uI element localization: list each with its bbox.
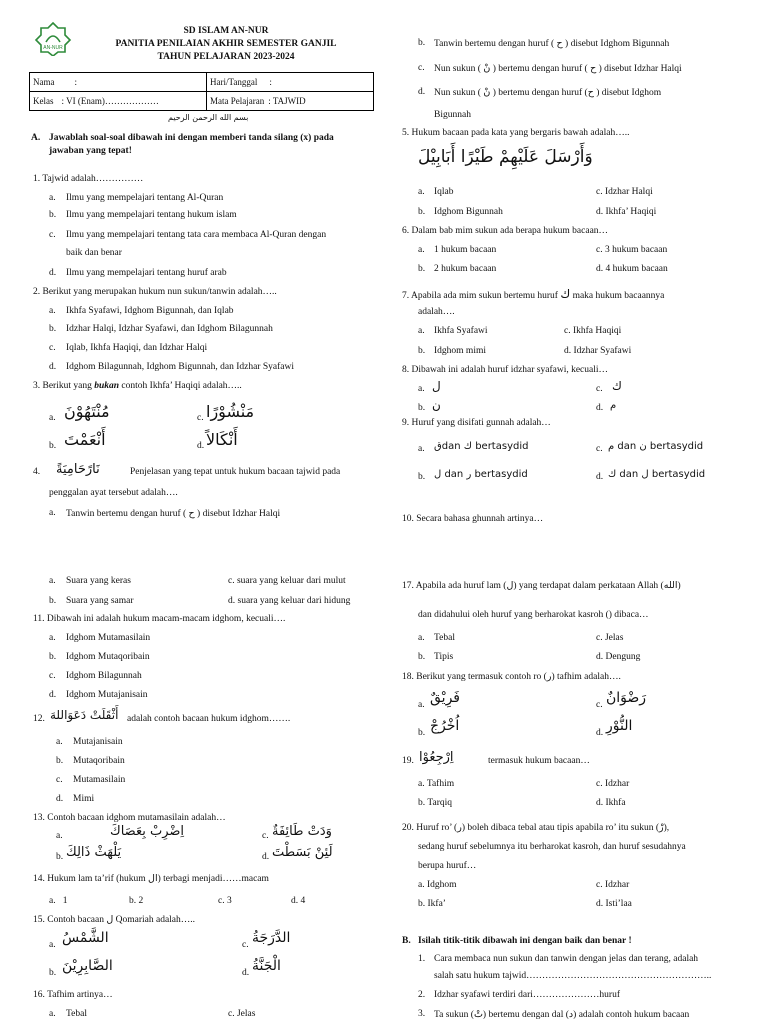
q17-line2: dan didahului oleh huruf yang berharokat kasroh () dibaca… <box>418 610 649 620</box>
q4-option-c: Nun sukun ( نْ ) bertemu dengan huruf ( ح ) disebut Idzhar Halqi <box>434 64 682 74</box>
q17-text <box>402 580 681 591</box>
q7-c-label: c. <box>564 326 571 336</box>
q14-b-label: b. <box>129 896 137 906</box>
q3-d-label: d. <box>197 441 205 451</box>
q3-option-b: أَنْعَمْتَ <box>64 430 106 449</box>
mapel-label: Mata Pelajaran <box>210 96 265 106</box>
q1-option-b: Ilmu yang mempelajari tentang hukum islam <box>66 210 237 220</box>
svg-text:AN-NUR: AN-NUR <box>43 45 63 51</box>
q15-text <box>33 914 195 925</box>
q11-option-d: Idghom Mutajanisain <box>66 690 148 700</box>
q4-arabic: نَارًحَامِيَةً <box>56 462 100 477</box>
q14-b-text: 2 <box>138 896 144 906</box>
q6-a-label: a. <box>418 245 425 255</box>
q12-option-d: Mimi <box>73 794 95 804</box>
section-b-num3: 3. <box>418 1009 426 1019</box>
q9-option-b: ل dan ر bertasydid <box>434 469 528 480</box>
q14-option-c <box>218 896 232 906</box>
q6-c-label: c. <box>596 245 603 255</box>
q5-d-label: d. <box>596 207 604 217</box>
q18-text <box>402 671 621 682</box>
q7-post: maka hukum bacaannya <box>570 291 665 301</box>
q3-emphasis: bukan <box>94 381 120 391</box>
q6-d-label: d. <box>596 264 604 274</box>
q1-b-label: b. <box>49 210 57 220</box>
q2-c-label: c. <box>49 343 56 353</box>
q17-mid: ) yang terdapat dalam perkataan Allah ( <box>513 581 664 591</box>
q14-d-label: d. <box>291 896 299 906</box>
q2-option-c: Iqlab, Ikhfa Haqiqi, dan Idzhar Halqi <box>66 343 208 353</box>
q5-c-label: c. <box>596 187 603 197</box>
q15-post: Qomariah adalah….. <box>113 915 196 925</box>
q3-a-label: a. <box>49 413 56 423</box>
q7-option-b: Idghom mimi <box>434 346 486 356</box>
q10-b-label: b. <box>49 596 57 606</box>
q18-d-label: d. <box>596 728 604 738</box>
q17-post: ) <box>677 581 681 591</box>
q15-option-b: الصَّابِرِيْنَ <box>62 958 113 974</box>
q9-option-a: قdan ك bertasydid <box>434 441 529 452</box>
q7-option-d <box>564 346 631 356</box>
q12-text: adalah contoh bacaan hukum idghom……. <box>127 714 291 724</box>
q20-line2: sedang huruf sebelumnya itu berharokat kasroh, dan huruf sesudahnya <box>418 842 686 852</box>
q7-c-text: Ikhfa Haqiqi <box>572 326 622 336</box>
q8-option-b: ن <box>432 398 441 412</box>
q19-text: termasuk hukum bacaan… <box>488 756 590 766</box>
q18-post: ) tafhim adalah…. <box>551 672 621 682</box>
q16-text: 16. Tafhim artinya… <box>33 990 113 1000</box>
q19-a-text: Tafhim <box>426 779 455 789</box>
q11-option-a: Idghom Mutamasilain <box>66 633 151 643</box>
q13-option-c: وَدَتْ طَائِفَةٌ <box>272 824 332 839</box>
q19-d-text: Ikhfa <box>605 798 626 808</box>
q12-b-label: b. <box>56 756 64 766</box>
q8-c-label: c. <box>596 384 603 394</box>
q18-b-label: b. <box>418 728 426 738</box>
q9-c-label: c. <box>596 444 603 454</box>
q15-c-label: c. <box>242 940 249 950</box>
q14-option-a <box>49 896 67 906</box>
q14-option-d <box>291 896 305 906</box>
q13-option-a: اِضْرِبْ بِعَصَاكَ <box>110 824 185 839</box>
q17-arabic-allah: الله <box>663 580 678 591</box>
q20-mid: ) boleh dibaca tebal atau tipis apabila ro’ itu sukun ( <box>461 823 659 833</box>
q10-c-label: c. <box>228 576 235 586</box>
q17-arabic-lam: ل <box>506 580 514 591</box>
q20-text <box>402 822 669 833</box>
q7-d-label: d. <box>564 346 572 356</box>
q20-pre: 20. Huruf ro’ ( <box>402 823 458 833</box>
q10-option-d <box>228 596 350 606</box>
q3-b-label: b. <box>49 441 57 451</box>
q12-option-c: Mutamasilain <box>73 775 126 785</box>
q10-option-b: Suara yang samar <box>66 596 134 606</box>
q20-b-text: Ikfa’ <box>427 899 446 909</box>
q19-num: 19. <box>402 756 414 766</box>
q13-text: 13. Contoh bacaan idghom mutamasilain adalah… <box>33 813 226 823</box>
q19-option-a <box>418 779 454 789</box>
q16-c-text: Jelas <box>236 1009 256 1019</box>
q13-b-label: b. <box>56 852 64 862</box>
q11-option-c: Idghom Bilagunnah <box>66 671 142 681</box>
q4-b-label: b. <box>418 38 426 48</box>
q10-d-label: d. <box>228 596 236 606</box>
q13-a-label: a. <box>56 831 63 841</box>
q10-option-a: Suara yang keras <box>66 576 131 586</box>
q15-option-c: الدَّرَجَةُ <box>252 930 291 946</box>
q1-a-label: a. <box>49 193 56 203</box>
q15-arabic: ل <box>106 914 114 925</box>
q19-c-text: Idzhar <box>604 779 630 789</box>
q9-option-d: ك dan ل bertasydid <box>608 469 706 480</box>
q9-text: 9. Huruf yang disifati gunnah adalah… <box>402 418 551 428</box>
q14-a-label: a. <box>49 896 56 906</box>
q7-a-label: a. <box>418 326 425 336</box>
q20-a-text: Idghom <box>426 880 457 890</box>
q2-b-label: b. <box>49 324 57 334</box>
section-b-item2: Idzhar syafawi terdiri dari…………………huruf <box>434 990 620 1000</box>
q17-option-b: Tipis <box>434 652 454 662</box>
section-b-item3: Ta sukun (تْ) bertemu dengan dal (د) adalah contoh hukum bacaan <box>434 1010 690 1020</box>
q14-post: ) terbagi menjadi……macam <box>157 874 269 884</box>
section-b-item1-line2: salah satu hukum tajwid………………………………………………….. <box>434 971 712 981</box>
hari-label: Hari/Tanggal <box>210 77 258 87</box>
hari-sep: : <box>269 77 272 87</box>
q17-a-label: a. <box>418 633 425 643</box>
q11-d-label: d. <box>49 690 57 700</box>
q20-option-d <box>596 899 632 909</box>
section-b-num1: 1. <box>418 954 426 964</box>
q1-d-label: d. <box>49 268 57 278</box>
q20-post: ), <box>663 823 670 833</box>
q8-option-a: ل <box>432 379 441 393</box>
q2-d-label: d. <box>49 362 57 372</box>
q4-option-a: Tanwin bertemu dengan huruf ( ح ) disebut Idzhar Halqi <box>66 509 281 519</box>
q7-text <box>402 287 664 301</box>
q6-option-d <box>596 264 668 274</box>
q17-option-c <box>596 633 623 643</box>
q20-d-label: d. <box>596 899 604 909</box>
kelas-label: Kelas <box>33 96 54 106</box>
section-a-line1: Jawablah soal-soal dibawah ini dengan memberi tanda silang (x) pada <box>49 133 334 143</box>
q17-option-d <box>596 652 640 662</box>
q14-pre: 14. Hukum lam ta’rif (hukum <box>33 874 149 884</box>
q6-text: 6. Dalam bab mim sukun ada berapa hukum bacaan… <box>402 226 609 236</box>
q2-option-b: Idzhar Halqi, Idzhar Syafawi, dan Idghom Bilagunnah <box>66 324 273 334</box>
q2-a-label: a. <box>49 306 56 316</box>
q14-text <box>33 873 269 884</box>
q6-option-b: 2 hukum bacaan <box>434 264 497 274</box>
q1-option-a: Ilmu yang mempelajari tentang Al-Quran <box>66 193 224 203</box>
q14-arabic: ال <box>148 873 158 884</box>
q13-option-d: لَئِنْ بَسَطْتَ <box>272 845 333 860</box>
q9-a-label: a. <box>418 444 425 454</box>
q15-d-label: d. <box>242 968 250 978</box>
q3-option-a: مُنْتَهُوْنَ <box>64 402 110 421</box>
nama-label: Nama <box>33 77 55 87</box>
q19-option-b <box>418 798 452 808</box>
q5-option-a: Iqlab <box>434 187 454 197</box>
q18-arabic: ر <box>546 671 552 682</box>
q10-a-label: a. <box>49 576 56 586</box>
q17-b-label: b. <box>418 652 426 662</box>
q14-d-text: 4 <box>300 896 306 906</box>
q14-c-text: 3 <box>226 896 232 906</box>
q19-option-c <box>596 779 629 789</box>
q11-c-label: c. <box>49 671 56 681</box>
q16-a-label: a. <box>49 1009 56 1019</box>
q3-post: contoh Ikhfa’ Haqiqi adalah….. <box>119 381 242 391</box>
q19-b-text: Tarqiq <box>427 798 453 808</box>
q2-option-d: Idghom Bilagunnah, Idghom Bigunnah, dan Idzhar Syafawi <box>66 362 294 372</box>
q9-d-label: d. <box>596 472 604 482</box>
q7-option-c <box>564 326 621 336</box>
q12-d-label: d. <box>56 794 64 804</box>
q3-pre: 3. Berikut yang <box>33 381 95 391</box>
q17-option-a: Tebal <box>434 633 455 643</box>
q8-d-label: d. <box>596 403 604 413</box>
q3-text <box>33 381 242 391</box>
q19-option-d <box>596 798 626 808</box>
q7-pre: 7. Apabila ada mim sukun bertemu huruf <box>402 291 561 301</box>
q20-arabic-ro-sukun: رْ <box>658 822 664 833</box>
student-info-table <box>29 72 374 111</box>
q5-c-text: Idzhar Halqi <box>604 187 653 197</box>
q12-arabic: أَثْقَلَتْ دَعَوَاللهَ <box>50 708 119 722</box>
section-b-title: Isilah titik-titik dibawah ini dengan baik dan benar ! <box>418 936 632 946</box>
q12-num: 12. <box>33 714 45 724</box>
q20-d-text: Isti’laa <box>605 899 632 909</box>
q18-option-c: رَضْوَانٌ <box>606 690 647 706</box>
section-b-item1-line1: Cara membaca nun sukun dan tanwin dengan jelas dan terang, adalah <box>434 954 699 964</box>
q13-option-b: يَلْهَثْ ذَالِكَ <box>66 845 122 860</box>
section-b-num2: 2. <box>418 990 426 1000</box>
q20-option-c <box>596 880 629 890</box>
q18-option-a: فَرِيْقٌ <box>430 690 460 706</box>
q8-option-c: ك <box>612 379 622 393</box>
q18-pre: 18. Berikut yang termasuk contoh ro ( <box>402 672 547 682</box>
q5-option-c <box>596 187 653 197</box>
q16-option-a: Tebal <box>66 1009 87 1019</box>
q5-option-b: Idghom Bigunnah <box>434 207 503 217</box>
q4-a-label: a. <box>49 508 56 518</box>
q17-pre: 17. Apabila ada huruf lam ( <box>402 581 507 591</box>
q20-line3: berupa huruf… <box>418 861 477 871</box>
q12-option-a: Mutajanisain <box>73 737 123 747</box>
q13-c-label: c. <box>262 831 269 841</box>
q17-d-label: d. <box>596 652 604 662</box>
q19-c-label: c. <box>596 779 603 789</box>
q20-a-label: a. <box>418 880 425 890</box>
q6-b-label: b. <box>418 264 426 274</box>
q11-b-label: b. <box>49 652 57 662</box>
section-a-line2: jawaban yang tepat! <box>49 146 132 156</box>
q7-b-label: b. <box>418 346 426 356</box>
q19-a-label: a. <box>418 779 425 789</box>
q9-option-c: م dan ن bertasydid <box>608 441 704 452</box>
q18-a-label: a. <box>418 700 425 710</box>
q10-c-text: suara yang keluar dari mulut <box>236 576 346 586</box>
q15-a-label: a. <box>49 940 56 950</box>
q12-option-b: Mutaqoribain <box>73 756 125 766</box>
q18-option-d: النُّوْرِ <box>606 718 633 734</box>
q11-text: 11. Dibawah ini adalah hukum macam-macam idghom, kecuali…. <box>33 614 286 624</box>
q17-c-label: c. <box>596 633 603 643</box>
q1-option-c1: Ilmu yang mempelajari tentang tata cara membaca Al-Quran dengan <box>66 230 327 240</box>
committee-name: PANITIA PENILAIAN AKHIR SEMESTER GANJIL <box>115 39 337 49</box>
q11-a-label: a. <box>49 633 56 643</box>
q7-option-a: Ikhfa Syafawi <box>434 326 488 336</box>
q13-d-label: d. <box>262 852 270 862</box>
q20-arabic-ro: ر <box>457 822 462 833</box>
q16-c-label: c. <box>228 1009 235 1019</box>
q8-text: 8. Dibawah ini adalah huruf idzhar syafawi, kecuali… <box>402 365 609 375</box>
q4-d-label: d. <box>418 87 426 97</box>
kelas-value: : VI (Enam)……………… <box>61 96 159 106</box>
q4-line2: penggalan ayat tersebut adalah…. <box>49 488 178 498</box>
q20-option-a <box>418 880 457 890</box>
q12-c-label: c. <box>56 775 63 785</box>
q10-d-text: suara yang keluar dari hidung <box>237 596 351 606</box>
q5-d-text: Ikhfa’ Haqiqi <box>605 207 657 217</box>
q20-b-label: b. <box>418 899 426 909</box>
q18-c-label: c. <box>596 700 603 710</box>
q16-option-c <box>228 1009 255 1019</box>
q4-option-d1: Nun sukun ( نْ ) bertemu dengan huruf (ح ) disebut Idghom <box>434 88 662 98</box>
q5-a-label: a. <box>418 187 425 197</box>
mapel-value: : TAJWID <box>268 96 306 106</box>
q10-option-c <box>228 576 346 586</box>
q4-option-d2: Bigunnah <box>434 110 471 120</box>
q15-option-a: الشَّمْسُ <box>62 930 109 946</box>
q10-text: 10. Secara bahasa ghunnah artinya… <box>402 514 544 524</box>
q20-option-b <box>418 899 446 909</box>
q3-c-label: c. <box>197 413 204 423</box>
q11-option-b: Idghom Mutaqoribain <box>66 652 150 662</box>
q3-option-d: أَنْكَالاً <box>206 430 238 449</box>
q7-arabic: ك <box>560 287 571 301</box>
q4-num: 4. <box>33 467 41 477</box>
school-name: SD ISLAM AN-NUR <box>183 26 269 36</box>
school-logo-icon <box>34 22 72 56</box>
q20-c-label: c. <box>596 880 603 890</box>
q4-option-b: Tanwin bertemu dengan huruf ( ح ) disebut Idghom Bigunnah <box>434 39 670 49</box>
q1-option-d: Ilmu yang mempelajari tentang huruf arab <box>66 268 227 278</box>
q5-arabic: وَأَرْسَلَ عَلَيْهِمْ طَيْرًا أَبَابِيْلَ <box>418 147 593 167</box>
q3-option-c: مَنْشُوْرًا <box>206 402 255 421</box>
q5-b-label: b. <box>418 207 426 217</box>
q17-d-text: Dengung <box>605 652 641 662</box>
q19-b-label: b. <box>418 798 426 808</box>
q6-option-a: 1 hukum bacaan <box>434 245 497 255</box>
q6-option-c <box>596 245 667 255</box>
q19-d-label: d. <box>596 798 604 808</box>
q7-line2: adalah…. <box>418 307 455 317</box>
q8-a-label: a. <box>418 384 425 394</box>
section-b-letter: B. <box>402 936 411 946</box>
q12-a-label: a. <box>56 737 63 747</box>
q14-option-b <box>129 896 143 906</box>
q7-d-text: Idzhar Syafawi <box>573 346 632 356</box>
section-a-letter: A. <box>31 133 41 143</box>
q4-c-label: c. <box>418 63 425 73</box>
q8-option-d: م <box>610 400 617 411</box>
q17-c-text: Jelas <box>604 633 624 643</box>
q1-c-label: c. <box>49 230 56 240</box>
q14-c-label: c. <box>218 896 225 906</box>
q6-d-text: 4 hukum bacaan <box>605 264 668 274</box>
q15-pre: 15. Contoh bacaan <box>33 915 107 925</box>
q6-c-text: 3 hukum bacaan <box>604 245 668 255</box>
nama-sep: : <box>74 77 78 87</box>
q5-option-d <box>596 207 656 217</box>
q15-option-d: الْجَنَّةُ <box>252 958 281 974</box>
q1-option-c2: baik dan benar <box>66 248 122 258</box>
q5-text: 5. Hukum bacaan pada kata yang bergaris bawah adalah….. <box>402 128 630 138</box>
q14-a-text: 1 <box>62 896 68 906</box>
q1-text: 1. Tajwid adalah…………… <box>33 174 144 184</box>
q9-b-label: b. <box>418 472 426 482</box>
q2-option-a: Ikhfa Syafawi, Idghom Bigunnah, dan Iqlab <box>66 306 234 316</box>
q4-text: Penjelasan yang tepat untuk hukum bacaan tajwid pada <box>130 467 341 477</box>
q19-arabic: اِرْجِعُوْا <box>419 750 454 765</box>
q2-text: 2. Berikut yang merupakan hukum nun sukun/tanwin adalah….. <box>33 287 277 297</box>
q8-b-label: b. <box>418 403 426 413</box>
q15-b-label: b. <box>49 968 57 978</box>
school-year: TAHUN PELAJARAN 2023-2024 <box>157 52 295 62</box>
q18-option-b: اُخْرُجْ <box>430 718 460 734</box>
basmalah: بسم الله الرحمن الرحيم <box>168 113 249 122</box>
q20-c-text: Idzhar <box>604 880 630 890</box>
